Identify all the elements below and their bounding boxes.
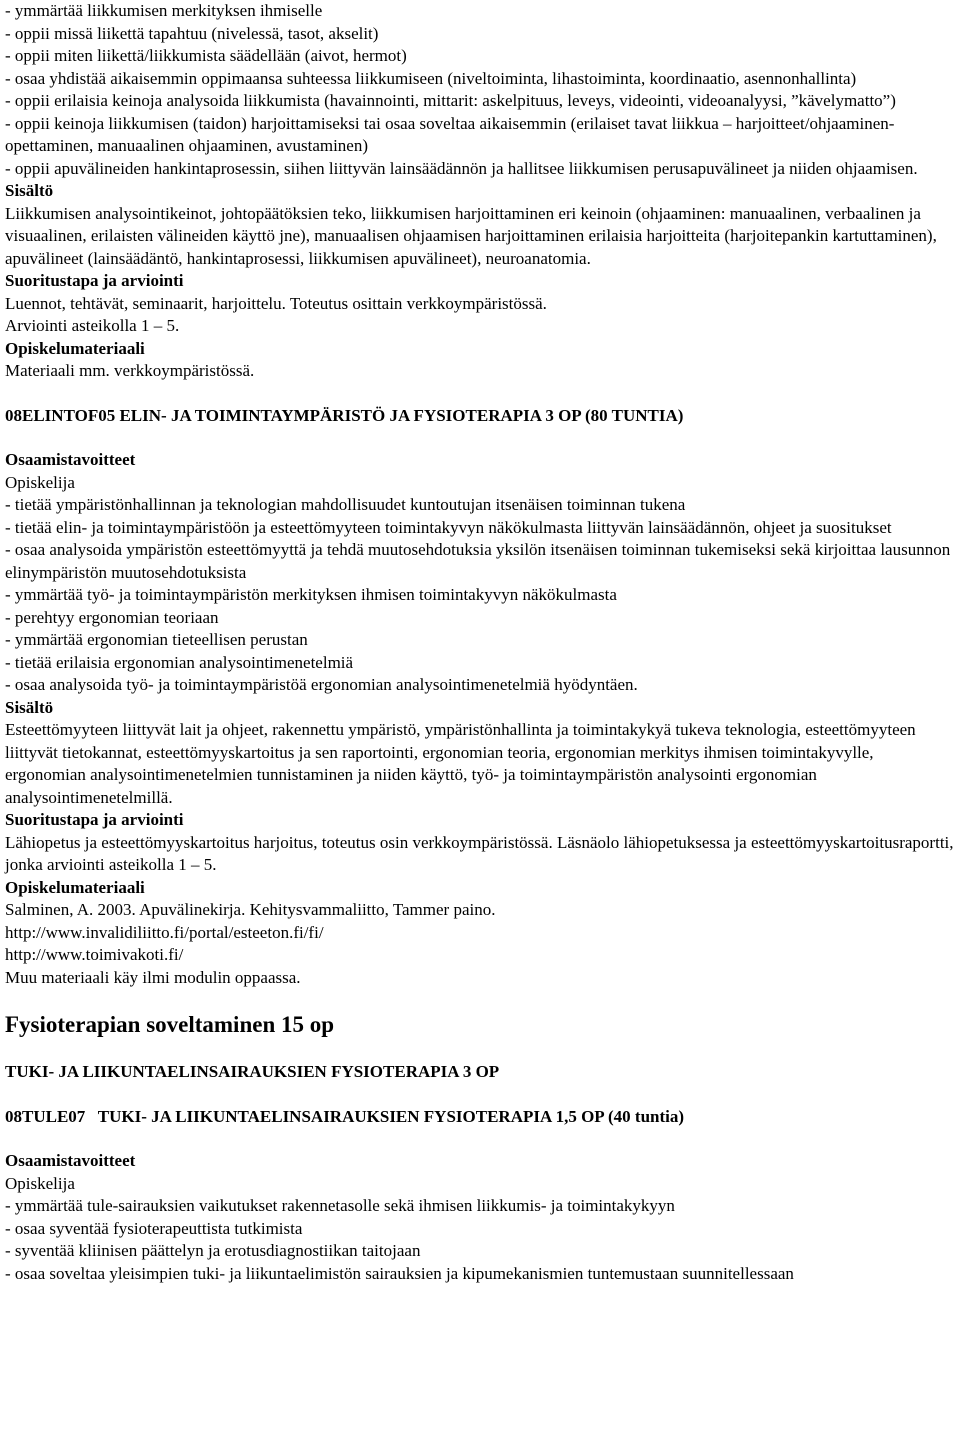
list-item: - osaa analysoida työ- ja toimintaympäristöä ergonomian analysointimenetelmiä hyödyntäen.	[5, 675, 638, 694]
opiskelija-label: Opiskelija	[5, 1173, 75, 1193]
sisalto-text: Esteettömyyteen liittyvät lait ja ohjeet, rakennettu ympäristö, ympäristönhallinta ja toimintakykyä tukeva teknologia, esteettömyyteen liittyvät tietokannat, esteettömyyskartoitus ja sen raportointi, ergonomian teoria, ergonomian merkitys ihmisen toimintakyvylle, ergonomian analysointimenetelmien tunnistaminen ja niiden käyttö, työ- ja toimintaympäristön analysointi ergonomian analysointimenetelmillä.	[5, 720, 916, 807]
reference-link: http://www.invalidiliitto.fi/portal/esteeton.fi/fi/	[5, 922, 324, 942]
section-heading-osaamistavoitteet: Osaamistavoitteet	[5, 1151, 136, 1170]
section-heading-suoritustapa: Suoritustapa ja arviointi	[5, 810, 184, 829]
list-item: - oppii apuvälineiden hankintaprosessin, siihen liittyvän lainsäädännön ja hallitsee liikkumisen perusapuvälineet ja niiden ohjaamisen.	[5, 158, 918, 178]
list-item: - ymmärtää ergonomian tieteellisen perustan	[5, 630, 308, 649]
goals-list	[5, 494, 954, 697]
sisalto-text: Liikkumisen analysointikeinot, johtopäätöksien teko, liikkumisen harjoittaminen eri keinoin (ohjaaminen: manuaalinen, verbaalinen ja visuaalinen, erilaisten välineiden käyttö jne), manuaalisen ohjaamisen harjoittaminen erilaisia harjoitteita (harjoitepankin kartuttaminen), apuvälineet (lainsäädäntö, hankintaprosessi, liikkumisen apuvälineet), neuroanatomia.	[5, 203, 937, 268]
reference-item: Muu materiaali käy ilmi modulin oppaassa.	[5, 967, 301, 987]
goals-list	[5, 1195, 954, 1285]
list-item: - ymmärtää tule-sairauksien vaikutukset rakennetasolle sekä ihmisen liikkumis- ja toimintakykyyn	[5, 1196, 675, 1215]
course-title: 08TULE07 TUKI- JA LIIKUNTAELINSAIRAUKSIEN FYSIOTERAPIA 1,5 OP (40 tuntia)	[5, 1106, 685, 1126]
list-item: - osaa analysoida ympäristön esteettömyyttä ja tehdä muutosehdotuksia yksilön itsenäisen toiminnan tukemiseksi sekä kirjoittaa lausunnon elinympäristön muutosehdotuksista	[5, 540, 951, 582]
intro-list	[5, 0, 954, 180]
opiskelumateriaali-text: Materiaali mm. verkkoympäristössä.	[5, 361, 255, 380]
section-heading-opiskelumateriaali: Opiskelumateriaali	[5, 338, 145, 358]
subsection-title: TUKI- JA LIIKUNTAELINSAIRAUKSIEN FYSIOTERAPIA 3 OP	[5, 1062, 500, 1081]
section-heading-sisalto: Sisältö	[5, 181, 54, 200]
list-item: - oppii erilaisia keinoja analysoida liikkumista (havainnointi, mittarit: askelpituus, leveys, videointi, videoanalyysi, ”kävelymatto”)	[5, 91, 896, 110]
list-item: - oppii miten liikettä/liikkumista säädellään (aivot, hermot)	[5, 46, 407, 65]
list-item: - oppii keinoja liikkumisen (taidon) harjoittamiseksi tai osaa soveltaa aikaisemmin (erilaiset tavat liikkua – harjoitteet/ohjaaminen-opettaminen, manuaalinen ohjaaminen, avustaminen)	[5, 113, 895, 155]
list-item: - ymmärtää työ- ja toimintaympäristön merkityksen ihmisen toimintakyvyn näkökulmasta	[5, 585, 617, 604]
list-item: - tietää elin- ja toimintaympäristöön ja esteettömyyteen toimintakyvyn näkökulmasta liittyvän lainsäädännön, ohjeet ja suositukset	[5, 517, 892, 537]
opiskelija-label: Opiskelija	[5, 472, 75, 492]
list-item: - perehtyy ergonomian teoriaan	[5, 607, 219, 627]
section-heading-suoritustapa: Suoritustapa ja arviointi	[5, 271, 184, 290]
section-heading-sisalto: Sisältö	[5, 697, 54, 717]
list-item: - tietää erilaisia ergonomian analysointimenetelmiä	[5, 652, 354, 672]
list-item: - syventää kliinisen päättelyn ja erotusdiagnostiikan taitojaan	[5, 1241, 421, 1260]
list-item: - oppii missä liikettä tapahtuu (nivelessä, tasot, akselit)	[5, 23, 379, 43]
suoritustapa-text: Luennot, tehtävät, seminaarit, harjoittelu. Toteutus osittain verkkoympäristössä.	[5, 293, 547, 313]
list-item: - tietää ympäristönhallinnan ja teknologian mahdollisuudet kuntoutujan itsenäisen toiminnan tukena	[5, 495, 686, 514]
list-item: - osaa soveltaa yleisimpien tuki- ja liikuntaelimistön sairauksien ja kipumekanismien tuntemustaan suunnitellessaan	[5, 1263, 794, 1283]
list-item: - osaa syventää fysioterapeuttista tutkimista	[5, 1218, 303, 1238]
list-item: - osaa yhdistää aikaisemmin oppimaansa suhteessa liikkumiseen (niveltoiminta, lihastoiminta, koordinaatio, asennonhallinta)	[5, 68, 857, 88]
arviointi-text: Arviointi asteikolla 1 – 5.	[5, 316, 180, 335]
section-heading-osaamistavoitteet: Osaamistavoitteet	[5, 450, 136, 469]
course-title: 08ELINTOF05 ELIN- JA TOIMINTAYMPÄRISTÖ JA FYSIOTERAPIA 3 OP (80 TUNTIA)	[5, 405, 684, 425]
module-title: Fysioterapian soveltaminen 15 op	[5, 1012, 335, 1037]
section-heading-opiskelumateriaali: Opiskelumateriaali	[5, 877, 145, 897]
list-item: - ymmärtää liikkumisen merkityksen ihmiselle	[5, 1, 323, 20]
suoritustapa-text: Lähiopetus ja esteettömyyskartoitus harjoitus, toteutus osin verkkoympäristössä. Läsnäolo lähiopetuksessa ja esteettömyyskartoitusraportti, jonka arviointi asteikolla 1 – 5.	[5, 832, 954, 874]
reference-link: http://www.toimivakoti.fi/	[5, 945, 184, 964]
reference-item: Salminen, A. 2003. Apuvälinekirja. Kehitysvammaliitto, Tammer paino.	[5, 900, 496, 919]
